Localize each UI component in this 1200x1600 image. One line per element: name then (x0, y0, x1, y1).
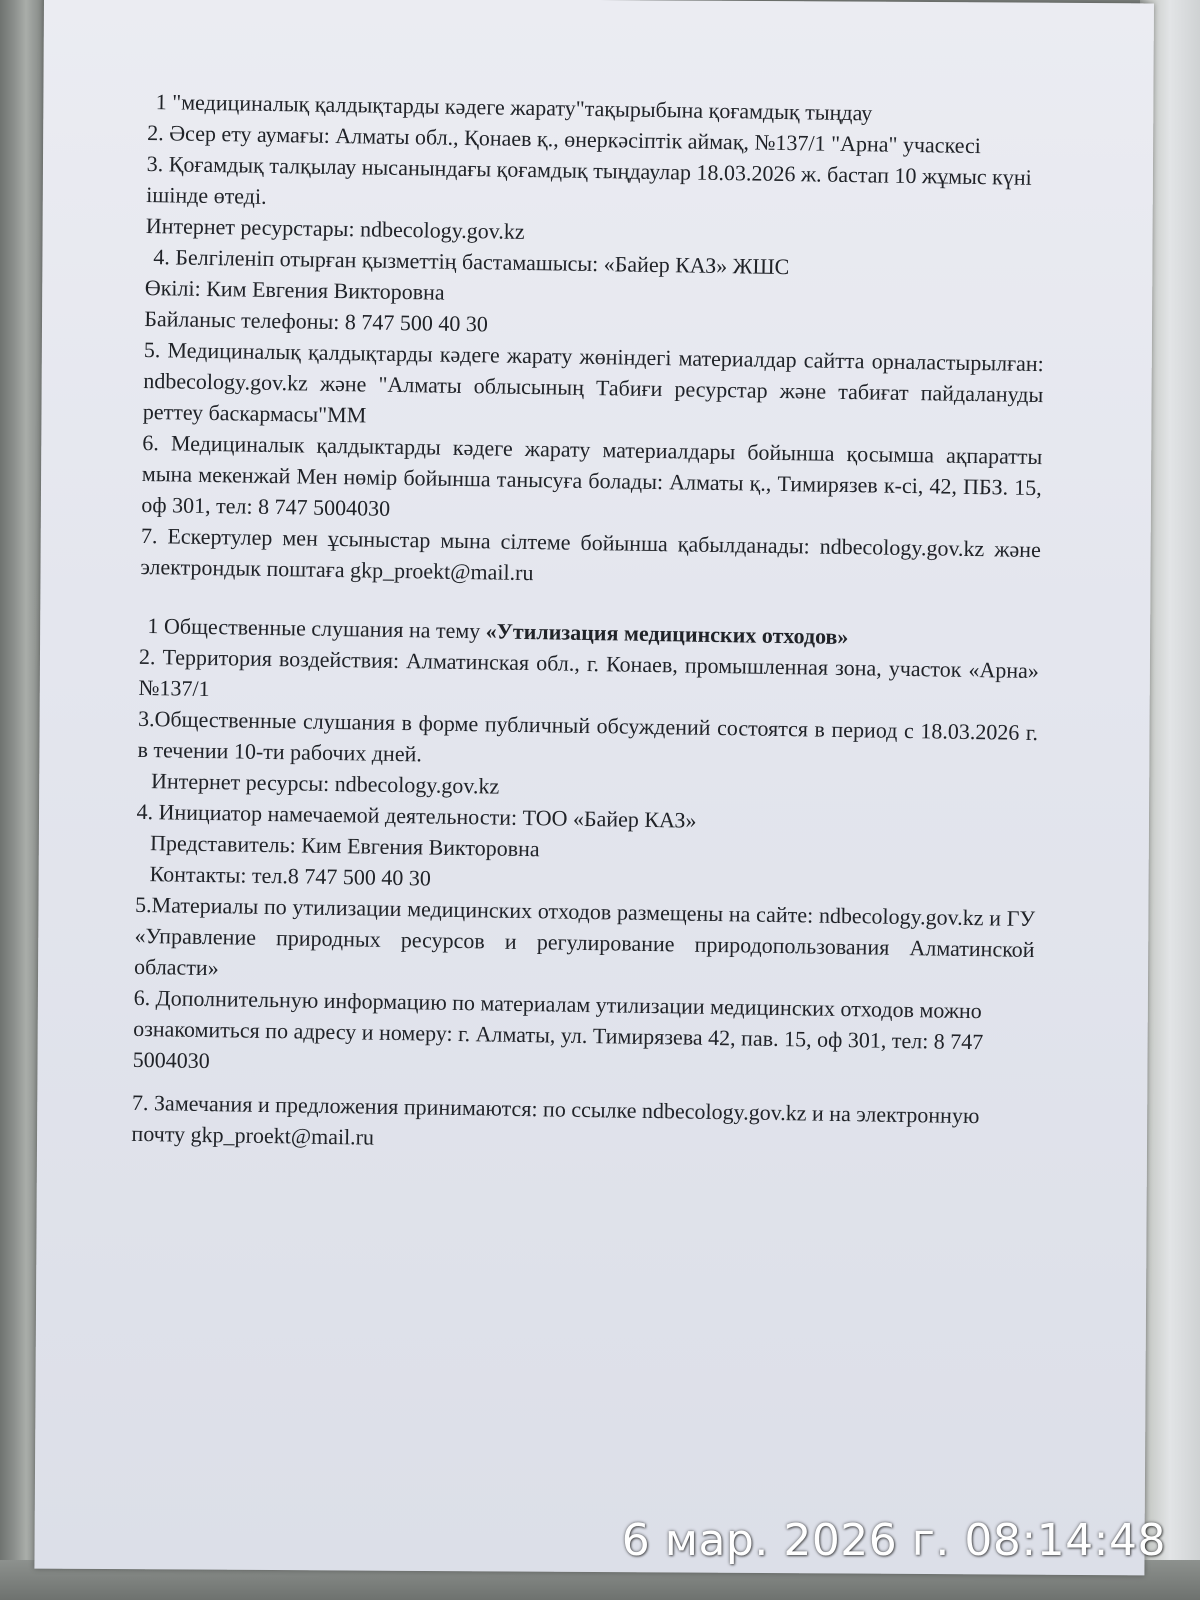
kk-item-2: 2. Әсер ету аумағы: Алматы обл., Қонаев қ., өнеркәсіптік аймақ, №137/1 "Арна" учаскесі (147, 119, 982, 159)
ru-internet: Интернет ресурсы: ndbecology.gov.kz (150, 768, 500, 799)
kk-representative: Өкілі: Ким Евгения Викторовна (144, 274, 445, 305)
kk-item-4: 4. Белгіленіп отырған қызметтің бастамашысы: «Байер КАЗ» ЖШС (153, 244, 790, 280)
photo-timestamp: 6 мар. 2026 г. 08:14:48 (621, 1515, 1166, 1566)
kk-item-7: 7. Ескертулер мен ұсыныстар мына сілтеме бойынша қабылданады: ndbecology.gov.kz және электрондык поштаға gkp_proekt@mail.ru (140, 522, 1042, 586)
notice-text (131, 86, 1048, 1163)
ru-contacts: Контакты: тел.8 747 500 40 30 (149, 861, 432, 891)
kk-phone: Байланыс телефоны: 8 747 500 40 30 (144, 305, 489, 337)
kk-item-1: 1 "медициналық қалдықтарды кәдеге жарату"тақырыбына қоғамдық тыңдау (155, 89, 873, 126)
kk-item-3: 3. Қоғамдық талқылау нысанындағы қоғамдық тыңдаулар 18.03.2026 ж. бастап 10 жұмыс күні ішінде өтеді. (146, 150, 1032, 209)
ru-item-3: 3.Общественные слушания в форме публичный обсуждений состоятся в период с 18.03.2026 г. в течении 10-ти рабочих дней. (137, 705, 1039, 767)
kk-item-5: 5. Медициналық қалдықтарды кәдеге жарату жөніндегі материалдар сайтта орналастырылған: ndbecology.gov.kz және "Алматы облысының Табиғи ресурстар және табиғат пайдалануды реттеу баскармасы"ММ (142, 336, 1044, 428)
ru-item-1-prefix: 1 Общественные слушания на тему (147, 613, 486, 644)
ru-item-4: 4. Инициатор намечаемой деятельности: ТОО «Байер КАЗ» (136, 798, 697, 833)
ru-item-6: 6. Дополнительную информацию по материалам утилизации медицинских отходов можно ознакомиться по адресу и номеру: г. Алматы, ул. Тимирязева 42, пав. 15, оф 301, тел: 8 747 5004030 (132, 984, 984, 1074)
ru-representative: Представитель: Ким Евгения Викторовна (149, 830, 540, 862)
ru-item-2: 2. Территория воздействия: Алматинская обл., г. Конаев, промышленная зона, участок «Арна» №137/1 (138, 643, 1040, 702)
kk-internet: Интернет ресурстары: ndbecology.gov.kz (145, 212, 525, 244)
kk-item-6: 6. Медициналык қалдыктарды кәдеге жарату материалдары бойынша қосымша ақпаратты мына мекенжай Мен нөмір бойынша танысуға болады: Алматы қ., Тимирязев к-сі, 42, ПБЗ. 15, оф 301, тел: 8 747 5004030 (141, 429, 1043, 521)
ru-topic: «Утилизация медицинских отходов» (485, 618, 849, 650)
ru-item-5: 5.Материалы по утилизации медицинских отходов размещены на сайте: ndbecology.gov.kz и ГУ «Управление природных ресурсов и регулирование природопользования Алматинской области» (133, 891, 1036, 981)
ru-item-7: 7. Замечания и предложения принимаются: по ссылке ndbecology.gov.kz и на электронную почту gkp_proekt@mail.ru (131, 1089, 980, 1150)
